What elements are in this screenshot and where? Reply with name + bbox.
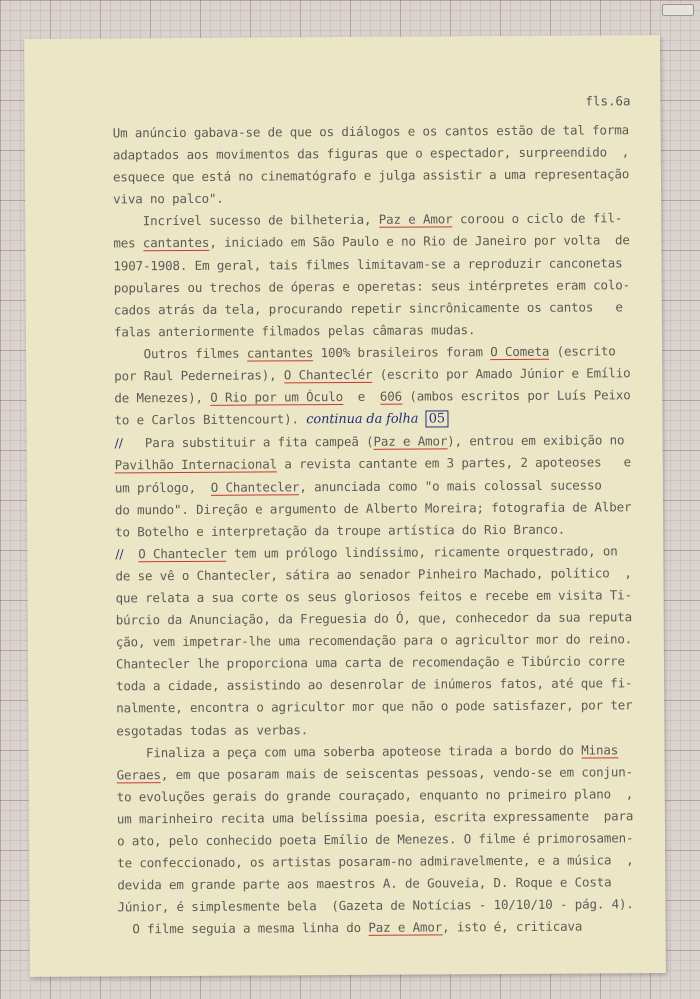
line: cados atrás da tela, procurando repetir sincrônicamente os cantos e bbox=[113, 299, 623, 318]
line: , iniciado em São Paulo e no Rio de Janeiro por volta de bbox=[209, 232, 630, 251]
line: e bbox=[342, 388, 380, 405]
underlined-venue: Pavilhão Internacional bbox=[114, 456, 278, 473]
underlined-title: Paz e Amor bbox=[378, 211, 453, 228]
line: O filme seguia a mesma linha do bbox=[117, 920, 369, 937]
line: Incrível sucesso de bilheteria, bbox=[113, 212, 379, 229]
underlined-ship-name: Geraes bbox=[116, 766, 161, 783]
underlined-term: cantantes bbox=[142, 235, 210, 251]
line: de Menezes), bbox=[114, 389, 211, 406]
line: um prólogo, bbox=[114, 479, 211, 495]
line: Para substituir a fita campeã ( bbox=[122, 434, 374, 451]
typed-text bbox=[113, 119, 678, 941]
line: esgotadas todas as verbas. bbox=[116, 721, 309, 738]
line: viva no palco". bbox=[113, 191, 224, 207]
line: Finaliza a peça com uma soberba apoteose tirada a bordo do bbox=[116, 742, 582, 761]
line: (escrito por Amado Júnior e Emílio bbox=[372, 365, 631, 382]
line: Chantecler lhe proporciona uma carta de recomendação e Tibúrcio corre bbox=[115, 653, 625, 672]
line: a revista cantante em 3 partes, 2 apoteoses e bbox=[276, 454, 632, 472]
line: toda a cidade, assistindo ao desenrolar de inúmeros fatos, até que fi- bbox=[116, 675, 633, 694]
line bbox=[123, 546, 138, 561]
line: , em que posaram mais de seiscentas pessoas, vendo-se em conjun- bbox=[160, 763, 633, 782]
paragraph-mark: // bbox=[115, 546, 124, 562]
line: (escrito bbox=[549, 343, 616, 359]
line: que relata a sua corte os seus gloriosos feitos e recebe em visita Ti- bbox=[115, 587, 632, 606]
line: falas anteriormente filmados pelas câmaras mudas. bbox=[113, 322, 476, 340]
frame-corner-tab bbox=[662, 4, 694, 16]
line: coroou o ciclo de fil- bbox=[452, 210, 623, 227]
line: Outros filmes bbox=[114, 345, 247, 362]
line: to e Carlos Bittencourt). bbox=[114, 411, 299, 428]
line: 1907-1908. Em geral, tais filmes limitavam-se a reproduzir canconetas bbox=[113, 254, 623, 273]
line: te confeccionado, os artistas posaram-no admiravelmente, e a música , bbox=[117, 852, 634, 871]
typewritten-page bbox=[24, 35, 666, 977]
underlined-title: O Rio por um Óculo bbox=[210, 389, 344, 405]
line: populares ou trechos de óperas e operetas: seus intérpretes eram colo- bbox=[113, 276, 630, 296]
line: Um anúncio gabava-se de que os diálogos e os cantos estão de tal forma bbox=[112, 122, 630, 141]
line: (ambos escritos por Luís Peixo bbox=[401, 387, 631, 404]
line: por Raul Pederneiras), bbox=[114, 367, 284, 384]
page-number: fls.6a bbox=[585, 93, 631, 109]
line: Júnior, é simplesmente bela (Gazeta de Notícias - 10/10/10 - pág. 4). bbox=[117, 896, 634, 915]
line: mes bbox=[113, 235, 143, 251]
line: , anunciada como "o mais colossal sucesso bbox=[299, 476, 602, 494]
handwritten-page-ref: 05 bbox=[426, 411, 448, 428]
line: esquece que está no cinematógrafo e julga assistir a uma representação bbox=[112, 166, 630, 185]
handwritten-note: continua da folha bbox=[306, 411, 419, 428]
underlined-title: O Cometa bbox=[490, 343, 550, 360]
line: nalmente, encontra o agricultor mor que não o pode satisfazer, por ter bbox=[116, 697, 633, 716]
underlined-title: Paz e Amor bbox=[373, 433, 448, 450]
underlined-title: O Chantecler bbox=[210, 478, 300, 495]
underlined-title: 606 bbox=[379, 388, 403, 404]
line: um marinheiro recita uma belíssima poesia, escrita expressamente para bbox=[116, 808, 634, 827]
line: , isto é, criticava bbox=[442, 918, 583, 935]
line: ), entrou em exibição no bbox=[447, 432, 625, 449]
underlined-title: O Chanteclér bbox=[283, 366, 373, 383]
line: to evoluções gerais do grande couraçado, enquanto no primeiro plano , bbox=[116, 786, 634, 805]
underlined-term: cantantes bbox=[246, 345, 314, 361]
line: ção, vem impetrar-lhe uma recomendação para o agricultor mor do reino. bbox=[115, 631, 633, 650]
line: de se vê o Chantecler, sátira ao senador Pinheiro Machado, político , bbox=[115, 565, 632, 584]
paragraph-mark: // bbox=[114, 435, 123, 451]
underlined-title: Paz e Amor bbox=[368, 919, 443, 936]
underlined-title: O Chantecler bbox=[138, 545, 227, 562]
line: do mundo". Direção e argumento de Alberto Moreira; fotografia de Alber bbox=[114, 498, 632, 517]
line: adaptados aos movimentos das figuras que o espectador, surpreendido , bbox=[112, 144, 630, 163]
line: to Botelho e interpretação da troupe artística do Rio Branco. bbox=[115, 521, 566, 540]
line: 100% brasileiros foram bbox=[313, 344, 491, 361]
line: o ato, pelo conhecido poeta Emílio de Menezes. O filme é primorosamen- bbox=[116, 830, 634, 849]
underlined-ship-name: Minas bbox=[581, 741, 619, 758]
line: búrcio da Anunciação, da Freguesia do Ó, que, conhecedor da sua reputa bbox=[115, 609, 633, 628]
line: devida em grande parte aos maestros A. de Gouveia, D. Roque e Costa bbox=[117, 874, 612, 893]
line: tem um prólogo lindíssimo, ricamente orquestrado, on bbox=[226, 543, 618, 561]
